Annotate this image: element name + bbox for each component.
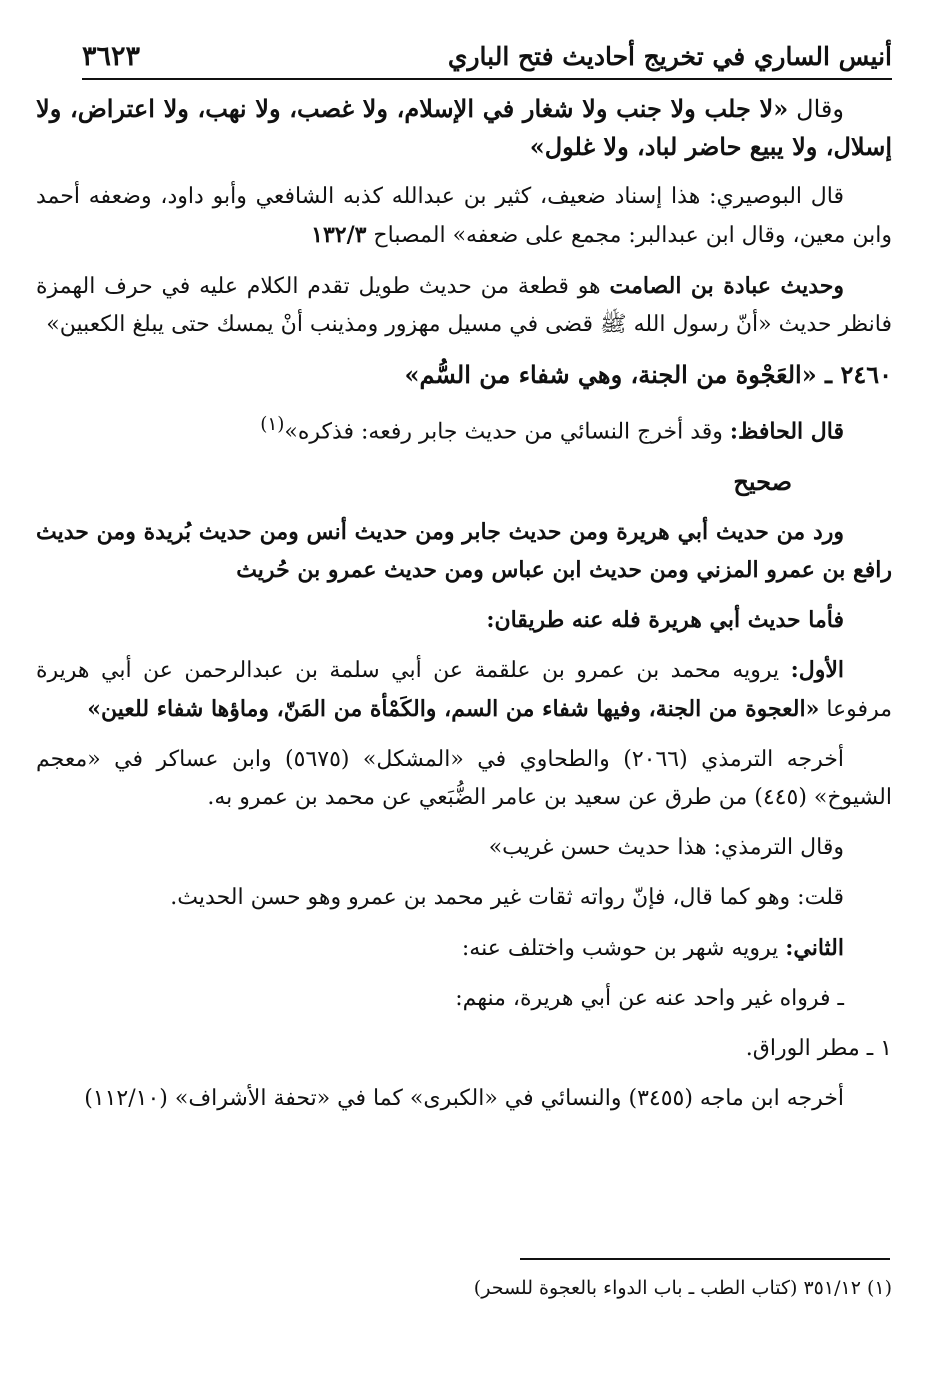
paragraph-tirmidhi: وقال الترمذي: هذا حديث حسن غريب» — [488, 835, 844, 861]
paragraph-busiri: قال البوصيري: هذا إسناد ضعيف، كثير بن عبدالله كذبه الشافعي وأبو داود، وضعفه أحمد وابن معين، وقال ابن عبدالبر: مجمع على ضعفه» المصباح ١٣٢/٣ — [36, 184, 892, 248]
page-header — [82, 38, 892, 74]
paragraph-hafiz: قال الحافظ: وقد أخرج النسائي من حديث جابر رفعه: فذكره»$^{(١)}$ — [260, 414, 844, 445]
second-label: الثاني: — [785, 935, 844, 962]
footnote-marker: (١) — [260, 414, 285, 435]
list-item-matar: ١ ـ مطر الوراق. — [745, 1036, 892, 1062]
paragraph-takhrij: أخرجه الترمذي (٢٠٦٦) والطحاوي في «المشكل» (٥٦٧٥) وابن عساكر في «معجم الشيوخ» (٤٤٥) من طرق عن سعيد بن عامر الضُّبَعي عن محمد بن عمرو به. — [36, 747, 892, 811]
paragraph-first-route: الأول: يرويه محمد بن عمرو بن علقمة عن أبي سلمة بن عبدالرحمن عن أبي هريرة مرفوعا «العجوة من الجنة، وفيها شفاء من السم، والكَمْأة من المَنّ، وماؤها شفاء للعين» — [36, 657, 892, 723]
hafiz-label: قال الحافظ: — [729, 418, 844, 445]
paragraph-ibn-majah: أخرجه ابن ماجه (٣٤٥٥) والنسائي في «الكبرى» كما في «تحفة الأشراف» (١١٢/١٠) — [84, 1086, 844, 1112]
grade-label: صحيح — [733, 467, 792, 497]
paragraph-second-route: الثاني: يرويه شهر بن حوشب واختلف عنه: — [461, 935, 844, 962]
hadith-quote: «لا جلب ولا جنب ولا شغار في الإسلام، ولا غصب، ولا نهب، ولا اعتراض، ولا إسلال، ولا يبيع حاضر لباد، ولا غلول» — [36, 94, 892, 161]
header-divider — [82, 78, 892, 80]
paragraph-narrated: ـ فرواه غير واحد عنه عن أبي هريرة، منهم: — [455, 986, 844, 1012]
hadith-name: وحديث عبادة بن الصامت — [609, 273, 844, 299]
footnote-divider — [520, 1258, 890, 1260]
first-label: الأول: — [790, 657, 844, 684]
paragraph-hadith-text: وقال «لا جلب ولا جنب ولا شغار في الإسلام، ولا غصب، ولا نهب، ولا اعتراض، ولا إسلال، ولا يبيع حاضر لباد، ولا غلول» — [36, 94, 892, 161]
paragraph-routes: ورد من حديث أبي هريرة ومن حديث جابر ومن حديث أنس ومن حديث بُريدة ومن حديث رافع بن عمرو المزني ومن حديث ابن عباس ومن حديث عمرو بن حُريث — [36, 519, 892, 584]
page-number: ٣٦٢٣ — [82, 40, 141, 72]
hadith-quote: «العجوة من الجنة، وفيها شفاء من السم، والكَمْأة من المَنّ، وماؤها شفاء للعين» — [87, 696, 820, 723]
footnote: (١) ٣٥١/١٢ (كتاب الطب ـ باب الدواء بالعجوة للسحر) — [473, 1277, 892, 1299]
reference: ١٣٢/٣ — [311, 222, 367, 248]
hadith-heading: ٢٤٦٠ ـ «العَجْوة من الجنة، وهي شفاء من السُّم» — [404, 360, 892, 389]
running-title: أنيس الساري في تخريج أحاديث فتح الباري — [447, 41, 892, 71]
paragraph-qultu: قلت: وهو كما قال، فإنّ رواته ثقات غير محمد بن عمرو وهو حسن الحديث. — [170, 885, 844, 911]
page-body — [36, 90, 892, 1130]
paragraph-ubada: وحديث عبادة بن الصامت هو قطعة من حديث طويل تقدم الكلام عليه في حرف الهمزة فانظر حديث «أنّ رسول الله ﷺ قضى في مسيل مهزور ومذينب أنْ يمسك حتى يبلغ الكعبين» — [36, 273, 892, 337]
paragraph-abu-hurayra: فأما حديث أبي هريرة فله عنه طريقان: — [486, 607, 844, 634]
